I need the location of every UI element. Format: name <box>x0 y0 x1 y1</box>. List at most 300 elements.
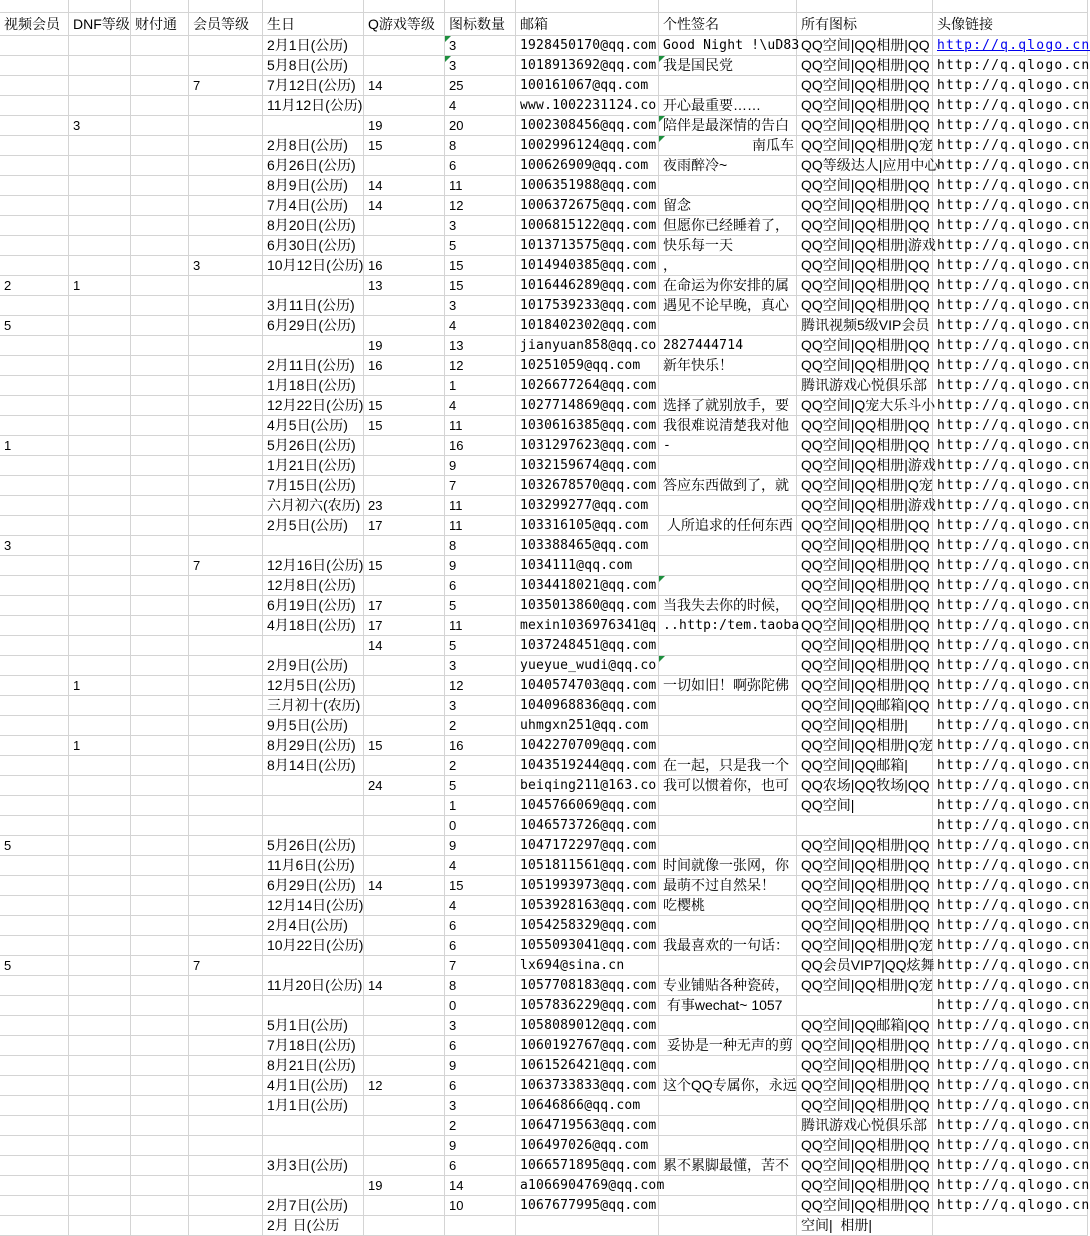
cell-email[interactable]: 10251059@qq.com <box>516 356 659 376</box>
cell-birthday[interactable]: 5月8日(公历) <box>263 56 364 76</box>
cell-birthday[interactable]: 2月11日(公历) <box>263 356 364 376</box>
cell-tenpay[interactable] <box>131 1036 189 1056</box>
cell-signature[interactable]: 人所追求的任何东西 <box>659 516 797 536</box>
cell-dnf-level[interactable] <box>69 916 131 936</box>
cell-member-level[interactable] <box>189 1116 263 1136</box>
cell-birthday[interactable]: 11月6日(公历) <box>263 856 364 876</box>
cell-all-icons[interactable]: QQ空间|QQ相册|QQ <box>797 1036 933 1056</box>
cell-tenpay[interactable] <box>131 1016 189 1036</box>
cell-signature[interactable] <box>659 636 797 656</box>
cell-signature[interactable]: 最萌不过自然呆！ <box>659 876 797 896</box>
cell-birthday[interactable]: 7月15日(公历) <box>263 476 364 496</box>
cell-all-icons[interactable]: QQ空间|QQ相册|QQ <box>797 176 933 196</box>
cell-icon-count[interactable]: 8 <box>445 976 516 996</box>
cell-tenpay[interactable] <box>131 396 189 416</box>
cell-qgame-level[interactable]: 13 <box>364 276 445 296</box>
cell-avatar-link[interactable]: http://q.qlogo.cn <box>933 916 1088 936</box>
cell-member-level[interactable] <box>189 1176 263 1196</box>
cell-email[interactable]: 1032159674@qq.com <box>516 456 659 476</box>
cell-qgame-level[interactable]: 14 <box>364 876 445 896</box>
cell-dnf-level[interactable] <box>69 716 131 736</box>
cell-birthday[interactable]: 6月26日(公历) <box>263 156 364 176</box>
cell-member-level[interactable] <box>189 716 263 736</box>
cell-member-level[interactable] <box>189 56 263 76</box>
cell-tenpay[interactable] <box>131 816 189 836</box>
cell-qgame-level[interactable] <box>364 1016 445 1036</box>
cell-birthday[interactable] <box>263 536 364 556</box>
cell-signature[interactable]: 我是国民党 <box>659 56 797 76</box>
cell-tenpay[interactable] <box>131 756 189 776</box>
cell-signature[interactable] <box>659 956 797 976</box>
cell-video-vip[interactable] <box>0 576 69 596</box>
cell-member-level[interactable] <box>189 1016 263 1036</box>
cell-dnf-level[interactable] <box>69 936 131 956</box>
cell-all-icons[interactable] <box>797 816 933 836</box>
cell-video-vip[interactable] <box>0 456 69 476</box>
cell-birthday[interactable]: 10月12日(公历) <box>263 256 364 276</box>
cell-email[interactable]: 1013713575@qq.com <box>516 236 659 256</box>
cell-dnf-level[interactable] <box>69 536 131 556</box>
header-cell-all-icons[interactable]: 所有图标 <box>797 13 933 36</box>
cell-member-level[interactable] <box>189 856 263 876</box>
cell-tenpay[interactable] <box>131 256 189 276</box>
cell-signature[interactable]: 留念 <box>659 196 797 216</box>
cell-all-icons[interactable] <box>797 996 933 1016</box>
cell-qgame-level[interactable] <box>364 296 445 316</box>
cell-birthday[interactable]: 2月4日(公历) <box>263 916 364 936</box>
cell-all-icons[interactable]: QQ空间|QQ相册|QQ <box>797 416 933 436</box>
cell-member-level[interactable] <box>189 656 263 676</box>
cell-video-vip[interactable] <box>0 516 69 536</box>
cell-qgame-level[interactable]: 15 <box>364 416 445 436</box>
cell-video-vip[interactable] <box>0 996 69 1016</box>
cell-signature[interactable] <box>659 1176 797 1196</box>
cell-birthday[interactable] <box>263 1136 364 1156</box>
cell-video-vip[interactable] <box>0 76 69 96</box>
cell-birthday[interactable]: 12月16日(公历) <box>263 556 364 576</box>
cell-video-vip[interactable] <box>0 176 69 196</box>
cell-tenpay[interactable] <box>131 316 189 336</box>
cell-icon-count[interactable]: 8 <box>445 136 516 156</box>
cell-tenpay[interactable] <box>131 596 189 616</box>
cell-member-level[interactable] <box>189 776 263 796</box>
cell-signature[interactable] <box>659 916 797 936</box>
cell-dnf-level[interactable] <box>69 396 131 416</box>
cell-dnf-level[interactable] <box>69 1156 131 1176</box>
cell-qgame-level[interactable] <box>364 936 445 956</box>
cell-dnf-level[interactable] <box>69 656 131 676</box>
cell-icon-count[interactable]: 4 <box>445 316 516 336</box>
cell-avatar-link[interactable]: http://q.qlogo.cn <box>933 556 1088 576</box>
cell-signature[interactable] <box>659 576 797 596</box>
cell-qgame-level[interactable] <box>364 216 445 236</box>
cell-dnf-level[interactable] <box>69 496 131 516</box>
cell-dnf-level[interactable] <box>69 196 131 216</box>
cell-avatar-link[interactable]: http://q.qlogo.cn <box>933 356 1088 376</box>
cell-signature[interactable] <box>659 796 797 816</box>
cell-all-icons[interactable]: QQ空间|QQ相册|QQ <box>797 596 933 616</box>
cell-avatar-link[interactable]: http://q.qlogo.cn <box>933 896 1088 916</box>
cell-signature[interactable]: 妥协是一种无声的剪 <box>659 1036 797 1056</box>
cell-birthday[interactable]: 12月14日(公历) <box>263 896 364 916</box>
cell-tenpay[interactable] <box>131 616 189 636</box>
cell-avatar-link[interactable]: http://q.qlogo.cn <box>933 396 1088 416</box>
cell-member-level[interactable] <box>189 36 263 56</box>
cell-email[interactable]: 1006351988@qq.com <box>516 176 659 196</box>
cell-dnf-level[interactable] <box>69 36 131 56</box>
cell-signature[interactable] <box>659 836 797 856</box>
cell-icon-count[interactable]: 9 <box>445 836 516 856</box>
cell-email[interactable] <box>516 1216 659 1236</box>
cell-birthday[interactable]: 8月29日(公历) <box>263 736 364 756</box>
cell-dnf-level[interactable] <box>69 1116 131 1136</box>
cell-qgame-level[interactable] <box>364 816 445 836</box>
cell-all-icons[interactable]: QQ空间|QQ相册|QQ <box>797 56 933 76</box>
cell-signature[interactable]: 累不累脚最懂，苦不 <box>659 1156 797 1176</box>
cell-all-icons[interactable]: QQ空间|QQ相册|QQ <box>797 656 933 676</box>
cell-avatar-link[interactable]: http://q.qlogo.cn <box>933 996 1088 1016</box>
cell-member-level[interactable] <box>189 116 263 136</box>
header-cell-avatar-link[interactable]: 头像链接 <box>933 13 1088 36</box>
empty-cell[interactable] <box>0 0 69 13</box>
header-cell-dnf-level[interactable]: DNF等级 <box>69 13 131 36</box>
cell-birthday[interactable] <box>263 996 364 1016</box>
cell-email[interactable]: 100626909@qq.com <box>516 156 659 176</box>
cell-dnf-level[interactable] <box>69 1076 131 1096</box>
cell-member-level[interactable] <box>189 456 263 476</box>
cell-tenpay[interactable] <box>131 436 189 456</box>
cell-tenpay[interactable] <box>131 96 189 116</box>
cell-tenpay[interactable] <box>131 1196 189 1216</box>
cell-video-vip[interactable]: 2 <box>0 276 69 296</box>
cell-icon-count[interactable]: 15 <box>445 276 516 296</box>
cell-all-icons[interactable]: QQ等级达人|应用中心 <box>797 156 933 176</box>
cell-dnf-level[interactable] <box>69 836 131 856</box>
cell-qgame-level[interactable]: 15 <box>364 736 445 756</box>
cell-avatar-link[interactable]: http://q.qlogo.cn <box>933 776 1088 796</box>
cell-signature[interactable]: 我可以惯着你，也可 <box>659 776 797 796</box>
cell-all-icons[interactable]: QQ空间|QQ相册|QQ <box>797 76 933 96</box>
cell-video-vip[interactable] <box>0 376 69 396</box>
cell-tenpay[interactable] <box>131 836 189 856</box>
cell-icon-count[interactable]: 12 <box>445 196 516 216</box>
cell-signature[interactable]: 答应东西做到了，就 <box>659 476 797 496</box>
cell-all-icons[interactable]: QQ空间|QQ相册|QQ <box>797 276 933 296</box>
cell-icon-count[interactable]: 3 <box>445 296 516 316</box>
cell-all-icons[interactable]: QQ空间|QQ相册|QQ <box>797 536 933 556</box>
cell-icon-count[interactable]: 20 <box>445 116 516 136</box>
cell-qgame-level[interactable]: 17 <box>364 516 445 536</box>
cell-dnf-level[interactable] <box>69 796 131 816</box>
cell-qgame-level[interactable]: 14 <box>364 196 445 216</box>
cell-birthday[interactable]: 7月4日(公历) <box>263 196 364 216</box>
cell-signature[interactable] <box>659 716 797 736</box>
header-cell-video-vip[interactable]: 视频会员 <box>0 13 69 36</box>
cell-member-level[interactable] <box>189 1136 263 1156</box>
cell-video-vip[interactable] <box>0 656 69 676</box>
cell-icon-count[interactable]: 5 <box>445 776 516 796</box>
cell-video-vip[interactable] <box>0 116 69 136</box>
cell-all-icons[interactable]: QQ农场|QQ牧场|QQ <box>797 776 933 796</box>
cell-video-vip[interactable] <box>0 296 69 316</box>
cell-tenpay[interactable] <box>131 536 189 556</box>
cell-signature[interactable]: 快乐每一天 <box>659 236 797 256</box>
cell-all-icons[interactable]: QQ空间|QQ邮箱|QQ <box>797 1016 933 1036</box>
cell-video-vip[interactable] <box>0 1216 69 1236</box>
cell-qgame-level[interactable]: 12 <box>364 1076 445 1096</box>
cell-avatar-link[interactable]: http://q.qlogo.cn <box>933 1116 1088 1136</box>
cell-signature[interactable]: 这个QQ专属你，永远 <box>659 1076 797 1096</box>
cell-tenpay[interactable] <box>131 1056 189 1076</box>
cell-all-icons[interactable]: QQ空间|QQ邮箱|QQ <box>797 696 933 716</box>
cell-email[interactable]: uhmgxn251@qq.com <box>516 716 659 736</box>
cell-avatar-link[interactable]: http://q.qlogo.cn <box>933 416 1088 436</box>
cell-dnf-level[interactable] <box>69 996 131 1016</box>
cell-signature[interactable]: 专业铺贴各种瓷砖， <box>659 976 797 996</box>
cell-signature[interactable] <box>659 1096 797 1116</box>
cell-tenpay[interactable] <box>131 356 189 376</box>
cell-qgame-level[interactable] <box>364 1136 445 1156</box>
cell-member-level[interactable] <box>189 416 263 436</box>
cell-video-vip[interactable] <box>0 696 69 716</box>
cell-qgame-level[interactable]: 19 <box>364 1176 445 1196</box>
cell-member-level[interactable] <box>189 536 263 556</box>
cell-video-vip[interactable] <box>0 396 69 416</box>
cell-birthday[interactable]: 2月9日(公历) <box>263 656 364 676</box>
cell-icon-count[interactable]: 3 <box>445 216 516 236</box>
cell-member-level[interactable] <box>189 796 263 816</box>
cell-tenpay[interactable] <box>131 276 189 296</box>
cell-qgame-level[interactable] <box>364 896 445 916</box>
cell-qgame-level[interactable] <box>364 476 445 496</box>
cell-dnf-level[interactable] <box>69 356 131 376</box>
empty-cell[interactable] <box>131 0 189 13</box>
cell-signature[interactable] <box>659 696 797 716</box>
cell-birthday[interactable] <box>263 636 364 656</box>
cell-all-icons[interactable]: 空间| 相册| <box>797 1216 933 1236</box>
cell-icon-count[interactable]: 4 <box>445 96 516 116</box>
cell-all-icons[interactable]: QQ空间|QQ相册|QQ <box>797 116 933 136</box>
cell-email[interactable]: 1043519244@qq.com <box>516 756 659 776</box>
cell-all-icons[interactable]: 腾讯游戏心悦俱乐部 <box>797 1116 933 1136</box>
cell-avatar-link[interactable]: http://q.qlogo.cn <box>933 76 1088 96</box>
cell-email[interactable]: 103388465@qq.com <box>516 536 659 556</box>
cell-member-level[interactable] <box>189 736 263 756</box>
cell-avatar-link[interactable]: http://q.qlogo.cn <box>933 116 1088 136</box>
cell-signature[interactable]: 夜雨醉冷~ <box>659 156 797 176</box>
cell-tenpay[interactable] <box>131 796 189 816</box>
cell-birthday[interactable]: 4月18日(公历) <box>263 616 364 636</box>
cell-icon-count[interactable]: 9 <box>445 1136 516 1156</box>
cell-tenpay[interactable] <box>131 516 189 536</box>
cell-birthday[interactable] <box>263 336 364 356</box>
cell-video-vip[interactable] <box>0 356 69 376</box>
cell-member-level[interactable] <box>189 976 263 996</box>
cell-member-level[interactable] <box>189 376 263 396</box>
cell-dnf-level[interactable] <box>69 96 131 116</box>
cell-icon-count[interactable]: 3 <box>445 56 516 76</box>
cell-avatar-link[interactable]: http://q.qlogo.cn <box>933 656 1088 676</box>
cell-tenpay[interactable] <box>131 416 189 436</box>
cell-email[interactable]: 1057836229@qq.com <box>516 996 659 1016</box>
cell-avatar-link[interactable]: http://q.qlogo.cn <box>933 836 1088 856</box>
cell-member-level[interactable] <box>189 636 263 656</box>
cell-birthday[interactable]: 6月29日(公历) <box>263 876 364 896</box>
cell-video-vip[interactable] <box>0 1056 69 1076</box>
cell-signature[interactable]: 选择了就别放手，要 <box>659 396 797 416</box>
cell-dnf-level[interactable] <box>69 956 131 976</box>
cell-tenpay[interactable] <box>131 636 189 656</box>
header-cell-qgame-level[interactable]: Q游戏等级 <box>364 13 445 36</box>
cell-birthday[interactable]: 1月18日(公历) <box>263 376 364 396</box>
cell-video-vip[interactable]: 3 <box>0 536 69 556</box>
cell-video-vip[interactable] <box>0 856 69 876</box>
cell-email[interactable]: 1066571895@qq.com <box>516 1156 659 1176</box>
cell-qgame-level[interactable] <box>364 836 445 856</box>
cell-qgame-level[interactable] <box>364 796 445 816</box>
cell-signature[interactable] <box>659 816 797 836</box>
cell-dnf-level[interactable] <box>69 416 131 436</box>
cell-birthday[interactable] <box>263 276 364 296</box>
cell-all-icons[interactable]: QQ空间|QQ相册|QQ <box>797 216 933 236</box>
cell-all-icons[interactable]: QQ空间|QQ相册|游戏 <box>797 496 933 516</box>
cell-qgame-level[interactable] <box>364 1036 445 1056</box>
cell-birthday[interactable]: 11月12日(公历) <box>263 96 364 116</box>
cell-icon-count[interactable]: 4 <box>445 896 516 916</box>
cell-email[interactable]: 1063733833@qq.com <box>516 1076 659 1096</box>
cell-member-level[interactable]: 7 <box>189 556 263 576</box>
cell-member-level[interactable] <box>189 1156 263 1176</box>
cell-all-icons[interactable]: QQ空间|QQ相册|QQ <box>797 196 933 216</box>
cell-birthday[interactable]: 8月9日(公历) <box>263 176 364 196</box>
cell-video-vip[interactable] <box>0 556 69 576</box>
cell-birthday[interactable]: 3月3日(公历) <box>263 1156 364 1176</box>
cell-icon-count[interactable]: 15 <box>445 256 516 276</box>
cell-member-level[interactable] <box>189 96 263 116</box>
cell-dnf-level[interactable] <box>69 616 131 636</box>
cell-video-vip[interactable] <box>0 476 69 496</box>
cell-tenpay[interactable] <box>131 1216 189 1236</box>
cell-email[interactable]: 1045766069@qq.com <box>516 796 659 816</box>
cell-birthday[interactable]: 12月22日(公历) <box>263 396 364 416</box>
cell-avatar-link[interactable]: http://q.qlogo.cn <box>933 856 1088 876</box>
cell-qgame-level[interactable] <box>364 536 445 556</box>
cell-all-icons[interactable]: QQ空间|QQ邮箱| <box>797 756 933 776</box>
cell-member-level[interactable] <box>189 696 263 716</box>
cell-member-level[interactable] <box>189 236 263 256</box>
cell-all-icons[interactable]: QQ空间|QQ相册|QQ <box>797 1196 933 1216</box>
cell-email[interactable]: 1060192767@qq.com <box>516 1036 659 1056</box>
cell-signature[interactable]: 一切如旧！啊弥陀佛 <box>659 676 797 696</box>
cell-member-level[interactable] <box>189 216 263 236</box>
cell-email[interactable]: 1026677264@qq.com <box>516 376 659 396</box>
cell-member-level[interactable] <box>189 516 263 536</box>
cell-avatar-link[interactable]: http://q.qlogo.cn <box>933 1156 1088 1176</box>
cell-tenpay[interactable] <box>131 1096 189 1116</box>
cell-avatar-link[interactable]: http://q.qlogo.cn <box>933 136 1088 156</box>
cell-dnf-level[interactable] <box>69 136 131 156</box>
cell-all-icons[interactable]: QQ空间|QQ相册|QQ <box>797 676 933 696</box>
cell-all-icons[interactable]: QQ空间|QQ相册| <box>797 716 933 736</box>
empty-cell[interactable] <box>364 0 445 13</box>
cell-icon-count[interactable]: 2 <box>445 716 516 736</box>
cell-signature[interactable]: 但愿你已经睡着了， <box>659 216 797 236</box>
cell-qgame-level[interactable] <box>364 456 445 476</box>
cell-video-vip[interactable] <box>0 796 69 816</box>
cell-all-icons[interactable]: QQ空间|QQ相册|QQ <box>797 1096 933 1116</box>
cell-all-icons[interactable]: QQ空间|QQ相册|QQ <box>797 636 933 656</box>
cell-qgame-level[interactable] <box>364 1096 445 1116</box>
cell-avatar-link[interactable]: http://q.qlogo.cn <box>933 1036 1088 1056</box>
cell-icon-count[interactable]: 2 <box>445 1116 516 1136</box>
cell-avatar-link[interactable]: http://q.qlogo.cn <box>933 596 1088 616</box>
cell-qgame-level[interactable] <box>364 1116 445 1136</box>
cell-tenpay[interactable] <box>131 456 189 476</box>
cell-icon-count[interactable]: 4 <box>445 396 516 416</box>
cell-email[interactable]: 1051993973@qq.com <box>516 876 659 896</box>
cell-all-icons[interactable]: QQ空间|QQ相册|Q宠 <box>797 136 933 156</box>
cell-birthday[interactable]: 7月12日(公历) <box>263 76 364 96</box>
cell-icon-count[interactable]: 1 <box>445 376 516 396</box>
cell-video-vip[interactable]: 5 <box>0 316 69 336</box>
cell-icon-count[interactable]: 0 <box>445 996 516 1016</box>
cell-member-level[interactable] <box>189 136 263 156</box>
cell-tenpay[interactable] <box>131 296 189 316</box>
cell-dnf-level[interactable] <box>69 176 131 196</box>
cell-all-icons[interactable]: QQ空间|QQ相册|QQ <box>797 1056 933 1076</box>
cell-all-icons[interactable]: QQ空间|QQ相册|QQ <box>797 616 933 636</box>
cell-all-icons[interactable]: QQ空间|QQ相册|Q宠 <box>797 936 933 956</box>
cell-member-level[interactable] <box>189 616 263 636</box>
cell-tenpay[interactable] <box>131 736 189 756</box>
cell-email[interactable]: 1046573726@qq.com <box>516 816 659 836</box>
cell-all-icons[interactable]: QQ空间|QQ相册|QQ <box>797 856 933 876</box>
cell-member-level[interactable] <box>189 496 263 516</box>
cell-email[interactable]: 1054258329@qq.com <box>516 916 659 936</box>
cell-qgame-level[interactable] <box>364 1156 445 1176</box>
cell-email[interactable]: 1053928163@qq.com <box>516 896 659 916</box>
cell-avatar-link[interactable]: http://q.qlogo.cn <box>933 316 1088 336</box>
cell-member-level[interactable]: 7 <box>189 956 263 976</box>
cell-icon-count[interactable]: 12 <box>445 676 516 696</box>
cell-dnf-level[interactable]: 1 <box>69 276 131 296</box>
cell-icon-count[interactable]: 9 <box>445 556 516 576</box>
cell-icon-count[interactable]: 6 <box>445 916 516 936</box>
cell-signature[interactable] <box>659 1196 797 1216</box>
cell-member-level[interactable] <box>189 896 263 916</box>
cell-dnf-level[interactable] <box>69 476 131 496</box>
cell-qgame-level[interactable] <box>364 56 445 76</box>
cell-qgame-level[interactable]: 14 <box>364 976 445 996</box>
cell-birthday[interactable] <box>263 816 364 836</box>
cell-member-level[interactable] <box>189 436 263 456</box>
cell-dnf-level[interactable] <box>69 456 131 476</box>
cell-tenpay[interactable] <box>131 216 189 236</box>
cell-birthday[interactable]: 1月1日(公历) <box>263 1096 364 1116</box>
cell-signature[interactable] <box>659 376 797 396</box>
cell-qgame-level[interactable]: 14 <box>364 636 445 656</box>
cell-icon-count[interactable]: 10 <box>445 1196 516 1216</box>
cell-all-icons[interactable]: QQ空间|QQ相册|QQ <box>797 516 933 536</box>
cell-member-level[interactable] <box>189 876 263 896</box>
cell-qgame-level[interactable]: 14 <box>364 176 445 196</box>
cell-video-vip[interactable] <box>0 1196 69 1216</box>
cell-all-icons[interactable]: QQ空间|QQ相册|游戏 <box>797 236 933 256</box>
cell-email[interactable]: 1037248451@qq.com <box>516 636 659 656</box>
cell-avatar-link[interactable]: http://q.qlogo.cn <box>933 936 1088 956</box>
cell-all-icons[interactable]: QQ空间|QQ相册|QQ <box>797 296 933 316</box>
cell-email[interactable]: 1027714869@qq.com <box>516 396 659 416</box>
